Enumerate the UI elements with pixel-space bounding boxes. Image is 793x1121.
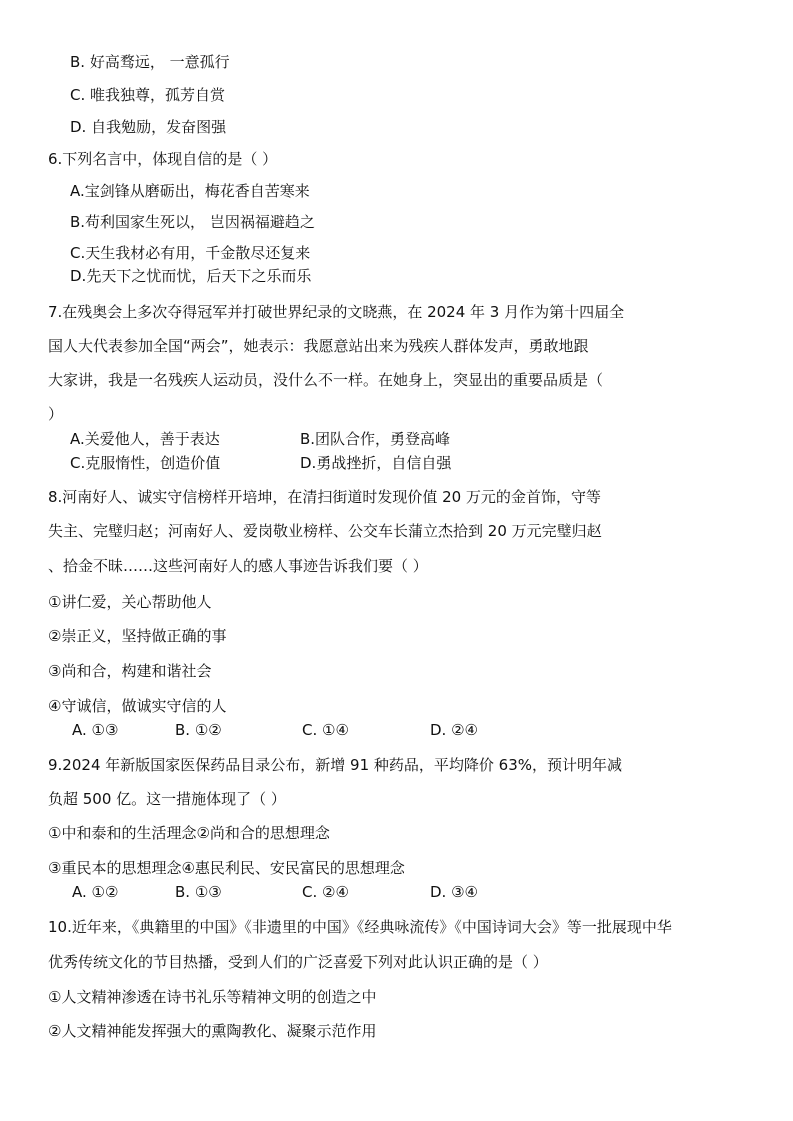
q7-option-b: B.团队合作，勇登高峰 xyxy=(300,430,451,448)
q6-option-a: A.宝剑锋从磨砺出，梅花香自苦寒来 xyxy=(70,182,310,200)
q6-option-c: C.天生我材必有用，千金散尽还复来 xyxy=(70,244,311,262)
q9-stem-line1: 9.2024 年新版国家医保药品目录公布，新增 91 种药品，平均降价 63%，预计明年减 xyxy=(48,756,622,774)
q7-stem-line3: 大家讲，我是一名残疾人运动员，没什么不一样。在她身上，突显出的重要品质是（ xyxy=(48,371,604,389)
q9-stem-line2: 负超 500 亿。这一措施体现了（ ） xyxy=(48,790,286,808)
q8-stem-line1: 8.河南好人、诚实守信榜样开培坤，在清扫街道时发现价值 20 万元的金首饰，守等 xyxy=(48,488,601,506)
q6-option-b: B.苟利国家生死以， 岂因祸福避趋之 xyxy=(70,213,315,231)
q8-item-3: ③尚和合，构建和谐社会 xyxy=(48,662,212,680)
q5-option-b: B. 好高骛远， 一意孤行 xyxy=(70,53,230,71)
q10-stem-line2: 优秀传统文化的节目热播，受到人们的广泛喜爱下列对此认识正确的是（ ） xyxy=(48,953,548,971)
q7-stem-line4: ） xyxy=(48,405,64,423)
q6-option-d: D.先天下之忧而忧，后天下之乐而乐 xyxy=(70,267,312,285)
q8-stem-line3: 、拾金不昧……这些河南好人的感人事迹告诉我们要（ ） xyxy=(48,557,428,575)
q9-option-b: B. ①③ xyxy=(175,883,222,901)
q8-item-1: ①讲仁爱，关心帮助他人 xyxy=(48,593,212,611)
q7-stem-line1: 7.在残奥会上多次夺得冠军并打破世界纪录的文晓燕，在 2024 年 3 月作为第十四届全 xyxy=(48,303,625,321)
q10-item-1: ①人文精神渗透在诗书礼乐等精神文明的创造之中 xyxy=(48,988,377,1006)
q8-stem-line2: 失主、完璧归赵；河南好人、爱岗敬业榜样、公交车长蒲立杰拾到 20 万元完璧归赵 xyxy=(48,522,602,540)
q10-item-2: ②人文精神能发挥强大的熏陶教化、凝聚示范作用 xyxy=(48,1022,377,1040)
q8-item-4: ④守诚信，做诚实守信的人 xyxy=(48,697,227,715)
q8-option-c: C. ①④ xyxy=(302,721,349,739)
q8-option-a: A. ①③ xyxy=(72,721,119,739)
q9-option-d: D. ③④ xyxy=(430,883,478,901)
q9-option-a: A. ①② xyxy=(72,883,119,901)
q7-option-a: A.关爱他人，善于表达 xyxy=(70,430,220,448)
q8-option-d: D. ②④ xyxy=(430,721,478,739)
q8-item-2: ②崇正义，坚持做正确的事 xyxy=(48,627,227,645)
q5-option-c: C. 唯我独尊，孤芳自赏 xyxy=(70,86,226,104)
q10-stem-line1: 10.近年来，《典籍里的中国》《非遗里的中国》《经典咏流传》《中国诗词大会》等一批展现中华 xyxy=(48,918,672,936)
q9-items-3-4: ③重民本的思想理念④惠民利民、安民富民的思想理念 xyxy=(48,859,405,877)
q7-stem-line2: 国人大代表参加全国“两会”，她表示：我愿意站出来为残疾人群体发声，勇敢地跟 xyxy=(48,337,589,355)
q9-option-c: C. ②④ xyxy=(302,883,349,901)
q7-option-d: D.勇战挫折，自信自强 xyxy=(300,454,452,472)
q9-items-1-2: ①中和泰和的生活理念②尚和合的思想理念 xyxy=(48,824,330,842)
q5-option-d: D. 自我勉励，发奋图强 xyxy=(70,118,227,136)
q6-stem: 6.下列名言中，体现自信的是（ ） xyxy=(48,150,278,168)
q8-option-b: B. ①② xyxy=(175,721,222,739)
q7-option-c: C.克服惰性，创造价值 xyxy=(70,454,221,472)
